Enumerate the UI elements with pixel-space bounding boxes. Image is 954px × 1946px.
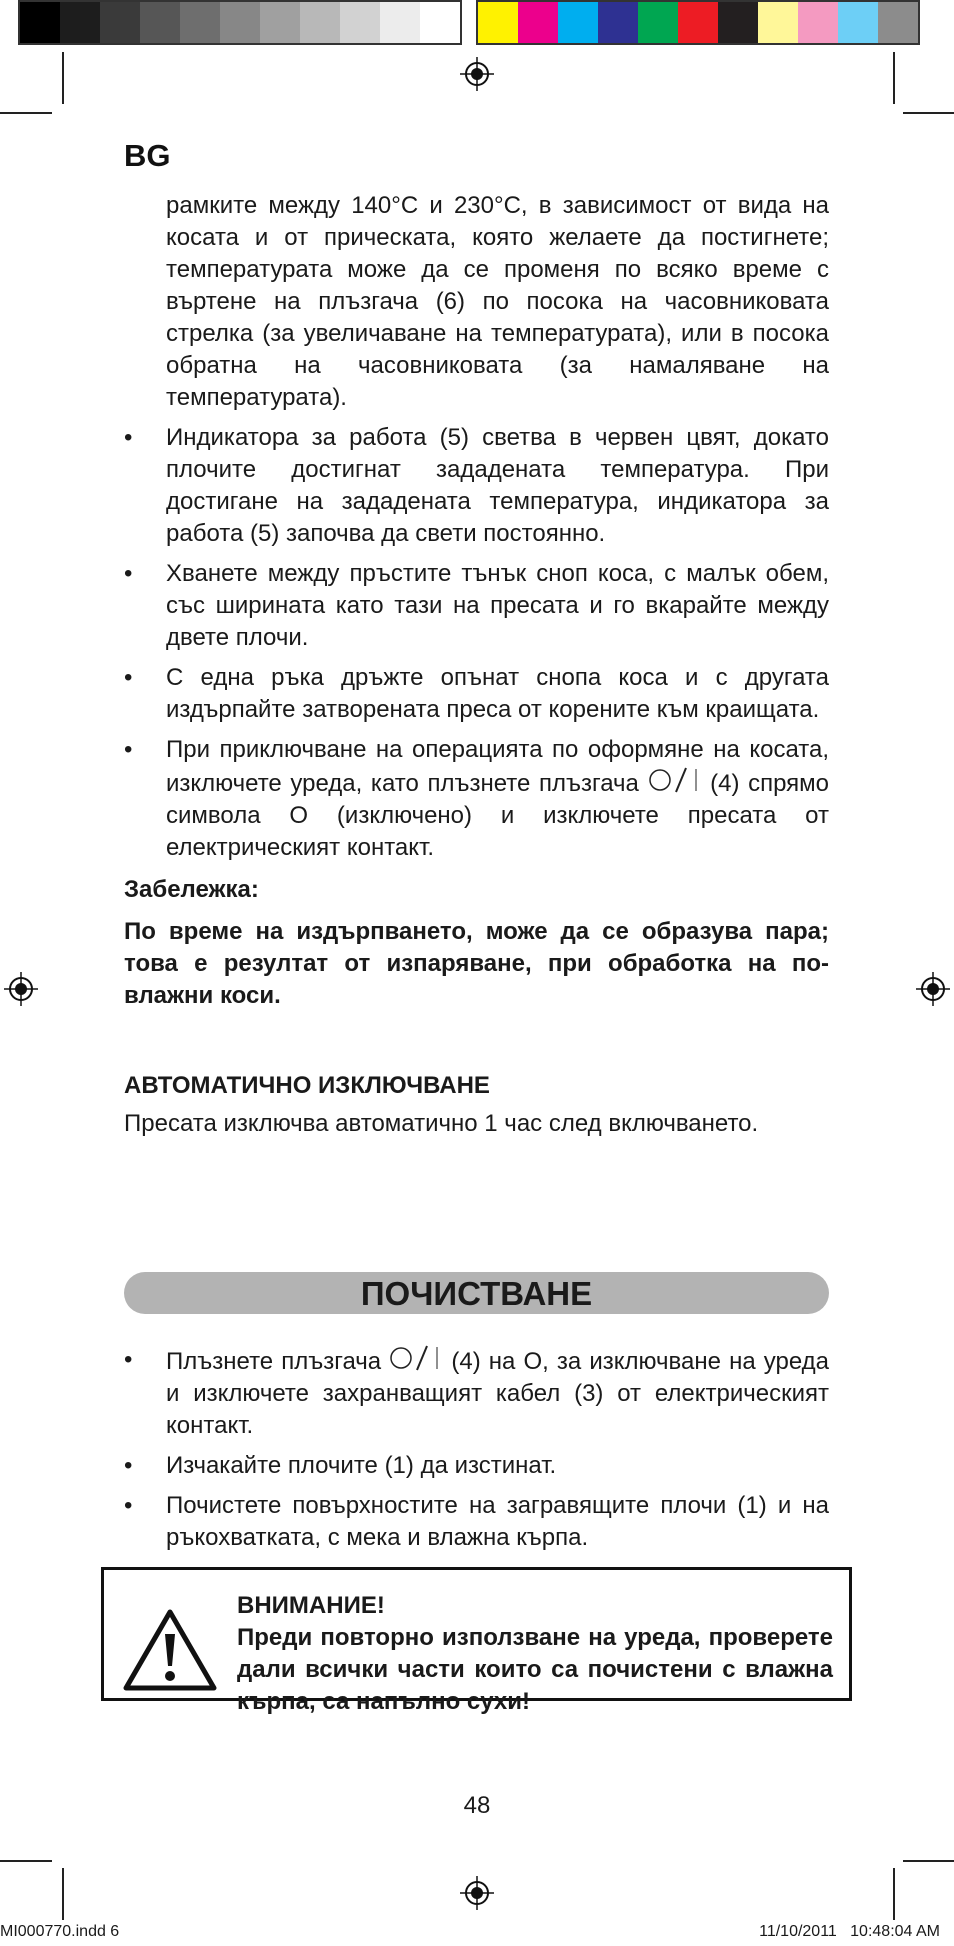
- color-swatch: [300, 2, 340, 43]
- list-item: [124, 422, 829, 550]
- note-body: По време на издърпването, може да се образува пара; това е резултат от изпаряване, при обработка на по-влажни коси.: [124, 918, 829, 1009]
- color-swatch: [878, 2, 918, 43]
- footer-file-info: MI000770.indd 6: [0, 1923, 120, 1940]
- color-swatch: [798, 2, 838, 43]
- warning-triangle-icon: [122, 1608, 218, 1692]
- list-item-text: Плъзнете плъзгача: [166, 1348, 382, 1375]
- list-item: [124, 1344, 829, 1442]
- color-swatch: [558, 2, 598, 43]
- print-color-calibration-bar: [18, 0, 920, 45]
- color-swatch: [140, 2, 180, 43]
- color-swatch: [838, 2, 878, 43]
- color-swatch: [638, 2, 678, 43]
- bullet-icon: •: [124, 736, 133, 763]
- color-swatch: [598, 2, 638, 43]
- color-swatch: [758, 2, 798, 43]
- list-item: [124, 1450, 829, 1482]
- list-item-text: (4) на O, за изключване на уреда и изключете захранващият кабел (3) от електрическият контакт.: [166, 1348, 830, 1439]
- color-swatch: [260, 2, 300, 43]
- crop-mark: [893, 1868, 895, 1920]
- usage-bullet-list: [124, 422, 829, 864]
- list-item: [124, 734, 829, 864]
- list-item-text: С една ръка дръжте опънат снопа коса и с другата издърпайте затворената преса от корените към краищата.: [166, 664, 829, 723]
- intro-paragraph: рамките между 140°C и 230°C, в зависимост от вида на косата и от прическата, която желаете да постигнете; температурата може да се променя по всяко време с въртене на плъзгача (6) по посока на часовниковата стрелка (за увеличаване на температурата), или в посока обратна на часовниковата (за намаляване на температурата).: [166, 192, 829, 411]
- bullet-icon: •: [124, 424, 133, 451]
- registration-mark-icon: [460, 57, 494, 91]
- cleaning-section-banner: ПОЧИСТВАНЕ: [124, 1272, 829, 1314]
- registration-mark-icon: [4, 972, 38, 1006]
- color-swatch: [100, 2, 140, 43]
- cleaning-bullet-list: [124, 1344, 829, 1554]
- page-number: 48: [463, 1792, 491, 1819]
- crop-mark: [62, 1868, 64, 1920]
- grayscale-swatches: [18, 0, 462, 45]
- color-swatch: [60, 2, 100, 43]
- instructions-section: [124, 190, 829, 1140]
- warning-body: Преди повторно използване на уреда, проверете дали всички части които са почистени с влажна кърпа, са напълно сухи!: [237, 1624, 833, 1715]
- bullet-icon: •: [124, 1346, 133, 1373]
- list-item-text: Изчакайте плочите (1) да изстинат.: [166, 1452, 557, 1479]
- auto-off-title: АВТОМАТИЧНО ИЗКЛЮЧВАНЕ: [124, 1072, 490, 1099]
- language-code-heading: BG: [124, 138, 171, 173]
- color-swatch: [718, 2, 758, 43]
- registration-mark-icon: [916, 972, 950, 1006]
- color-swatch: [220, 2, 260, 43]
- crop-mark: [0, 112, 52, 114]
- crop-mark: [893, 52, 895, 104]
- warning-box: [101, 1567, 852, 1715]
- color-swatch: [20, 2, 60, 43]
- crop-mark: [903, 1860, 954, 1862]
- auto-off-text: Пресата изключва автоматично 1 час след включването.: [124, 1110, 759, 1137]
- bullet-icon: •: [124, 1452, 133, 1479]
- cleaning-section: [124, 1336, 829, 1554]
- bullet-icon: •: [124, 664, 133, 691]
- registration-mark-icon: [460, 1876, 494, 1910]
- list-item-text: Индикатора за работа (5) светва в червен цвят, докато плочите достигнат зададената температура. При достигане на зададената температура, индикатора за работа (5) започва да свети постоянно.: [166, 424, 829, 547]
- list-item-text: (4) спрямо символа O (изключено) и изключете пресата от електрическият контакт.: [166, 770, 829, 861]
- list-item-text: При приключване на операцията по оформяне на косата, изключете уреда, като плъзнете плъзгача: [166, 736, 829, 797]
- on-off-switch-symbol-icon: [389, 1344, 443, 1372]
- crop-mark: [0, 1860, 52, 1862]
- on-off-switch-symbol-icon: [648, 766, 702, 794]
- list-item-text: Хванете между пръстите тънък сноп коса, с малък обем, със ширината като тази на пресата и го вкарайте между двете плочи.: [166, 560, 829, 651]
- color-swatch: [380, 2, 420, 43]
- note-title: Забележка:: [124, 876, 259, 903]
- warning-text: [237, 1590, 833, 1718]
- crop-mark: [62, 52, 64, 104]
- list-item: [124, 662, 829, 726]
- list-item: [124, 558, 829, 654]
- list-item-text: Почистете повърхностите на загравящите плочи (1) и на ръкохватката, с мека и влажна кърпа.: [166, 1492, 829, 1551]
- bullet-icon: •: [124, 560, 133, 587]
- color-swatch: [678, 2, 718, 43]
- color-swatch: [518, 2, 558, 43]
- list-item: [124, 1490, 829, 1554]
- color-swatch: [180, 2, 220, 43]
- crop-mark: [903, 112, 954, 114]
- color-swatches: [476, 0, 920, 45]
- footer-timestamp: 11/10/2011 10:48:04 AM: [759, 1923, 940, 1940]
- color-swatch: [340, 2, 380, 43]
- warning-title: ВНИМАНИЕ!: [237, 1592, 385, 1619]
- color-swatch: [478, 2, 518, 43]
- bullet-icon: •: [124, 1492, 133, 1519]
- color-swatch: [420, 2, 460, 43]
